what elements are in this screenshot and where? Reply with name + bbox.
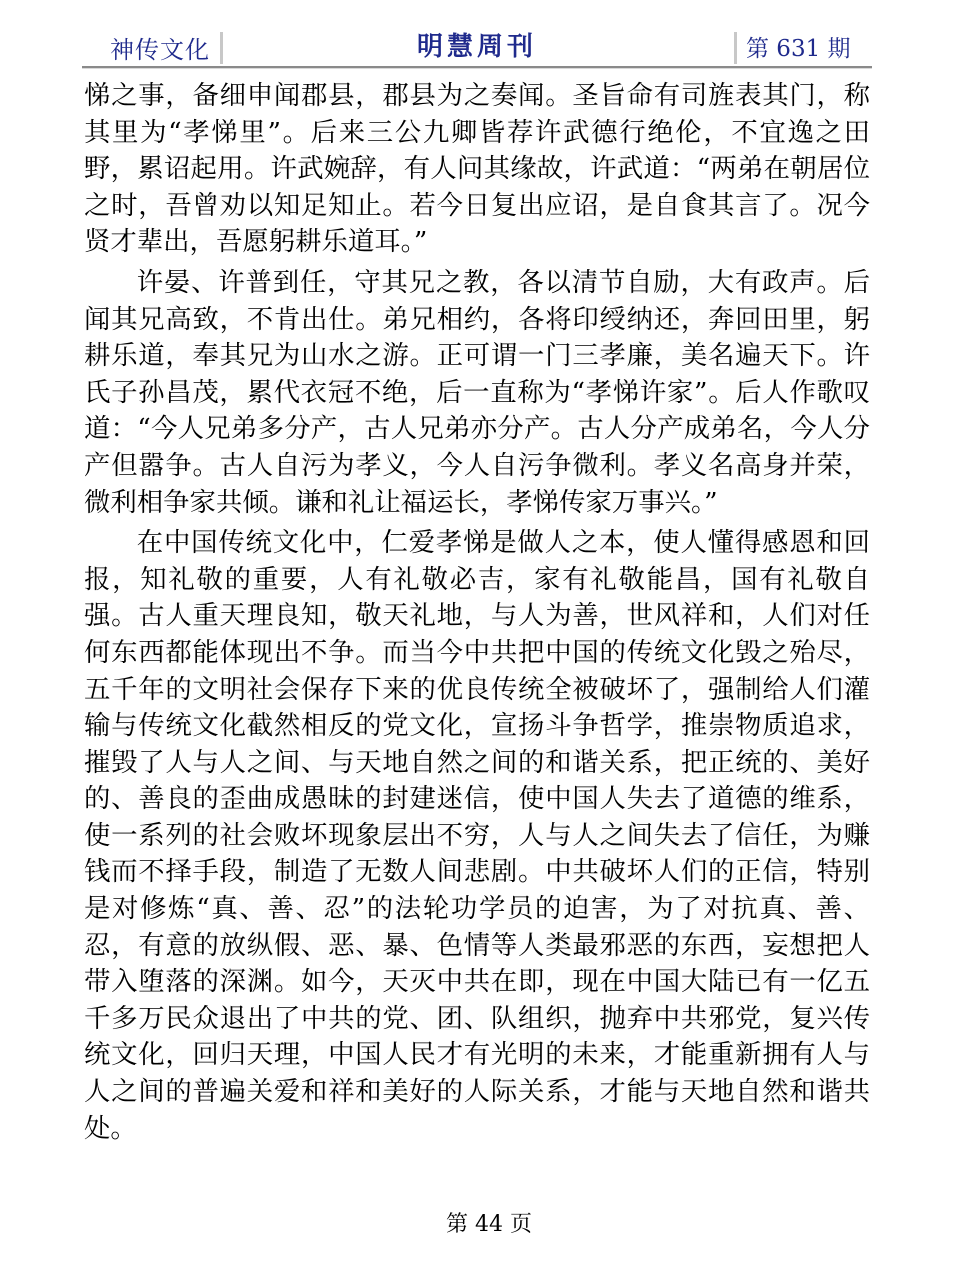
header-rule <box>82 66 872 68</box>
header-divider <box>734 32 737 64</box>
page-header <box>82 26 872 66</box>
paragraph: 在中国传统文化中，仁爱孝悌是做人之本，使人懂得感恩和回报，知礼敬的重要，人有礼敬必吉，家有礼敬能昌，国有礼敬自强。古人重天理良知，敬天礼地，与人为善，世风祥和，人们对任何东西都能体现出不争。而当今中共把中国的传统文化毁之殆尽，五千年的文明社会保存下来的优良传统全被破坏了，强制给人们灌输与传统文化截然相反的党文化，宣扬斗争哲学，推崇物质追求，摧毁了人与人之间、与天地自然之间的和谐关系，把正统的、美好的、善良的歪曲成愚昧的封建迷信，使中国人失去了道德的维系，使一系列的社会败坏现象层出不穷，人与人之间失去了信任，为赚钱而不择手段，制造了无数人间悲剧。中共破坏人们的正信，特别是对修炼“真、善、忍”的法轮功学员的迫害，为了对抗真、善、忍，有意的放纵假、恶、暴、色情等人类最邪恶的东西，妄想把人带入堕落的深渊。如今，天灭中共在即，现在中国大陆已有一亿五千多万民众退出了中共的党、团、队组织，抛弃中共邪党，复兴传统文化，回归天理，中国人民才有光明的未来，才能重新拥有人与人之间的普遍关爱和祥和美好的人际关系，才能与天地自然和谐共处。 <box>84 527 870 1144</box>
paragraph: 许晏、许普到任，守其兄之教，各以清节自励，大有政声。后闻其兄高致，不肯出仕。弟兄相约，各将印绶纳还，奔回田里，躬耕乐道，奉其兄为山水之游。正可谓一门三孝廉，美名遍天下。许氏子孙昌茂，累代衣冠不绝，后一直称为“孝悌许家”。后人作歌叹道：“今人兄弟多分产，古人兄弟亦分产。古人分产成弟名，今人分产但嚣争。古人自污为孝义，今人自污争微利。孝义名高身并荣，微利相争家共倾。谦和礼让福运长，孝悌传家万事兴。” <box>84 266 870 518</box>
publication-title: 明慧周刊 <box>416 32 537 62</box>
page-number: 第 44 页 <box>446 1212 532 1237</box>
article-body <box>84 78 870 1151</box>
issue-number: 第 631 期 <box>746 36 851 62</box>
section-name: 神传文化 <box>110 36 210 64</box>
paragraph: 悌之事，备细申闻郡县，郡县为之奏闻。圣旨命有司旌表其门，称其里为“孝悌里”。后来三公九卿皆荐许武德行绝伦，不宜逸之田野，累诏起用。许武婉辞，有人问其缘故，许武道：“两弟在朝居位之时，吾曾劝以知足知止。若今日复出应诏，是自食其言了。况今贤才辈出，吾愿躬耕乐道耳。” <box>84 80 870 258</box>
